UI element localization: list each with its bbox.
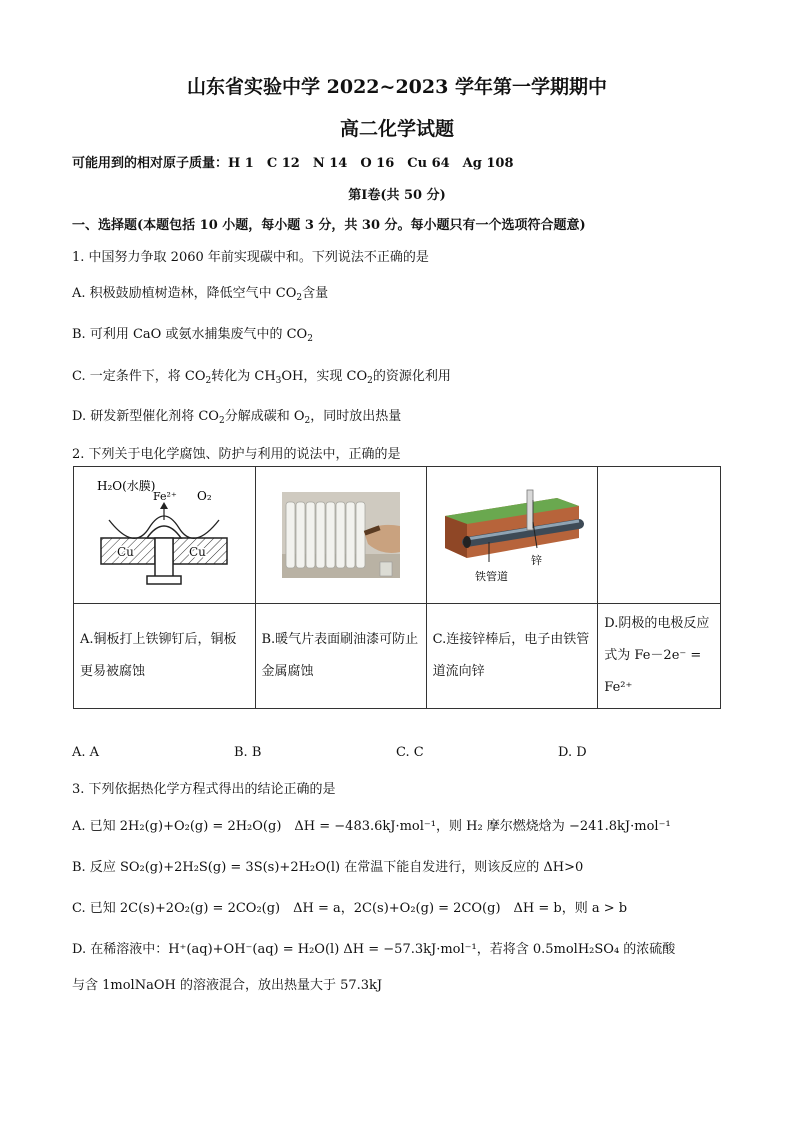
cu-left-label: Cu bbox=[117, 545, 135, 559]
q2-cell-b: B.暖气片表面刷油漆可防止金属腐蚀 bbox=[255, 604, 426, 709]
q1-c-text1: C. 一定条件下，将 CO bbox=[72, 369, 206, 384]
q3-option-a: A. 已知 2H₂(g)+O₂(g) = 2H₂O(g) ΔH = −483.6kJ·mol⁻¹，则 H₂ 摩尔燃烧焓为 −241.8kJ·mol⁻¹ bbox=[72, 819, 671, 834]
q2-photo-b-cell bbox=[255, 467, 426, 604]
q1-c-text4: 的资源化利用 bbox=[372, 369, 451, 384]
q2-option-a: A. A bbox=[72, 745, 100, 760]
q1-b-sub: 2 bbox=[307, 334, 313, 344]
q2-table bbox=[73, 466, 721, 709]
q1-option-a bbox=[72, 282, 328, 303]
q2-stem: 2. 下列关于电化学腐蚀、防护与利用的说法中，正确的是 bbox=[72, 447, 401, 462]
exam-subtitle: 高二化学试题 bbox=[339, 118, 454, 140]
q2-option-c: C. C bbox=[396, 745, 424, 760]
q1-c-sub3: 2 bbox=[367, 376, 373, 386]
fe-ion-label: Fe²⁺ bbox=[153, 490, 178, 503]
o2-label: O₂ bbox=[197, 489, 212, 503]
q1-c-sub1: 2 bbox=[205, 376, 212, 386]
q1-option-d bbox=[72, 405, 401, 426]
q1-c-text2: 转化为 CH bbox=[211, 369, 276, 384]
iron-pipe-label: 铁管道 bbox=[474, 570, 508, 583]
atomic-masses: 可能用到的相对原子质量：H 1 C 12 N 14 O 16 Cu 64 Ag 108 bbox=[72, 156, 514, 171]
q1-c-sub2: 3 bbox=[275, 376, 282, 386]
radiator-photo bbox=[282, 492, 400, 578]
q1-option-b bbox=[72, 323, 313, 344]
q1-d-text2: 分解成碳和 O bbox=[224, 409, 305, 424]
q2-option-d: D. D bbox=[558, 745, 587, 760]
q1-d-text3: ，同时放出热量 bbox=[310, 409, 402, 424]
q2-cell-a: A.铜板打上铁铆钉后，铜板更易被腐蚀 bbox=[74, 604, 256, 709]
q1-d-sub2: 2 bbox=[304, 416, 311, 426]
q3-option-d-line1: D. 在稀溶液中：H⁺(aq)+OH⁻(aq) = H₂O(l) ΔH = −57.3kJ·mol⁻¹，若将含 0.5molH₂SO₄ 的浓硫酸 bbox=[72, 942, 676, 957]
q2-cell-d: D.阴极的电极反应式为 Fe－2e⁻ = Fe²⁺ bbox=[598, 604, 721, 709]
q1-a-sub: 2 bbox=[296, 293, 303, 303]
q2-option-b: B. B bbox=[234, 745, 262, 760]
q2-diagram-a-cell bbox=[74, 467, 256, 604]
volume-heading: 第Ⅰ卷(共 50 分) bbox=[348, 188, 446, 203]
q1-a-text: A. 积极鼓励植树造林，降低空气中 CO bbox=[72, 286, 297, 301]
water-film-label: H₂O(水膜) bbox=[97, 479, 156, 493]
section-heading: 一、选择题(本题包括 10 小题，每小题 3 分，共 30 分。每小题只有一个选项符合题意) bbox=[72, 218, 586, 233]
q3-option-c: C. 已知 2C(s)+2O₂(g) = 2CO₂(g) ΔH = a，2C(s)+O₂(g) = 2CO(g) ΔH = b，则 a > b bbox=[72, 901, 628, 916]
q2-empty-cell bbox=[598, 467, 721, 604]
q3-option-d-line2: 与含 1molNaOH 的溶液混合，放出热量大于 57.3kJ bbox=[72, 978, 383, 993]
zinc-label: 锌 bbox=[530, 554, 542, 567]
corrosion-diagram bbox=[89, 476, 239, 594]
pipe-diagram bbox=[437, 476, 587, 594]
q1-d-sub1: 2 bbox=[218, 416, 225, 426]
q2-cell-c: C.连接锌棒后，电子由铁管道流向锌 bbox=[426, 604, 598, 709]
q1-c-text3: OH，实现 CO bbox=[281, 369, 368, 384]
q1-a-text2: 含量 bbox=[302, 286, 329, 301]
exam-title: 山东省实验中学 2022~2023 学年第一学期期中 bbox=[187, 76, 607, 98]
q3-stem: 3. 下列依据热化学方程式得出的结论正确的是 bbox=[72, 782, 336, 797]
q2-diagram-c-cell bbox=[426, 467, 598, 604]
q1-option-c bbox=[72, 365, 451, 386]
cu-right-label: Cu bbox=[189, 545, 207, 559]
q1-d-text1: D. 研发新型催化剂将 CO bbox=[72, 409, 219, 424]
q1-b-text: B. 可利用 CaO 或氨水捕集废气中的 CO bbox=[72, 327, 308, 342]
q1-stem: 1. 中国努力争取 2060 年前实现碳中和。下列说法不正确的是 bbox=[72, 250, 429, 265]
q3-option-b: B. 反应 SO₂(g)+2H₂S(g) = 3S(s)+2H₂O(l) 在常温下能自发进行，则该反应的 ΔH>0 bbox=[72, 860, 584, 875]
